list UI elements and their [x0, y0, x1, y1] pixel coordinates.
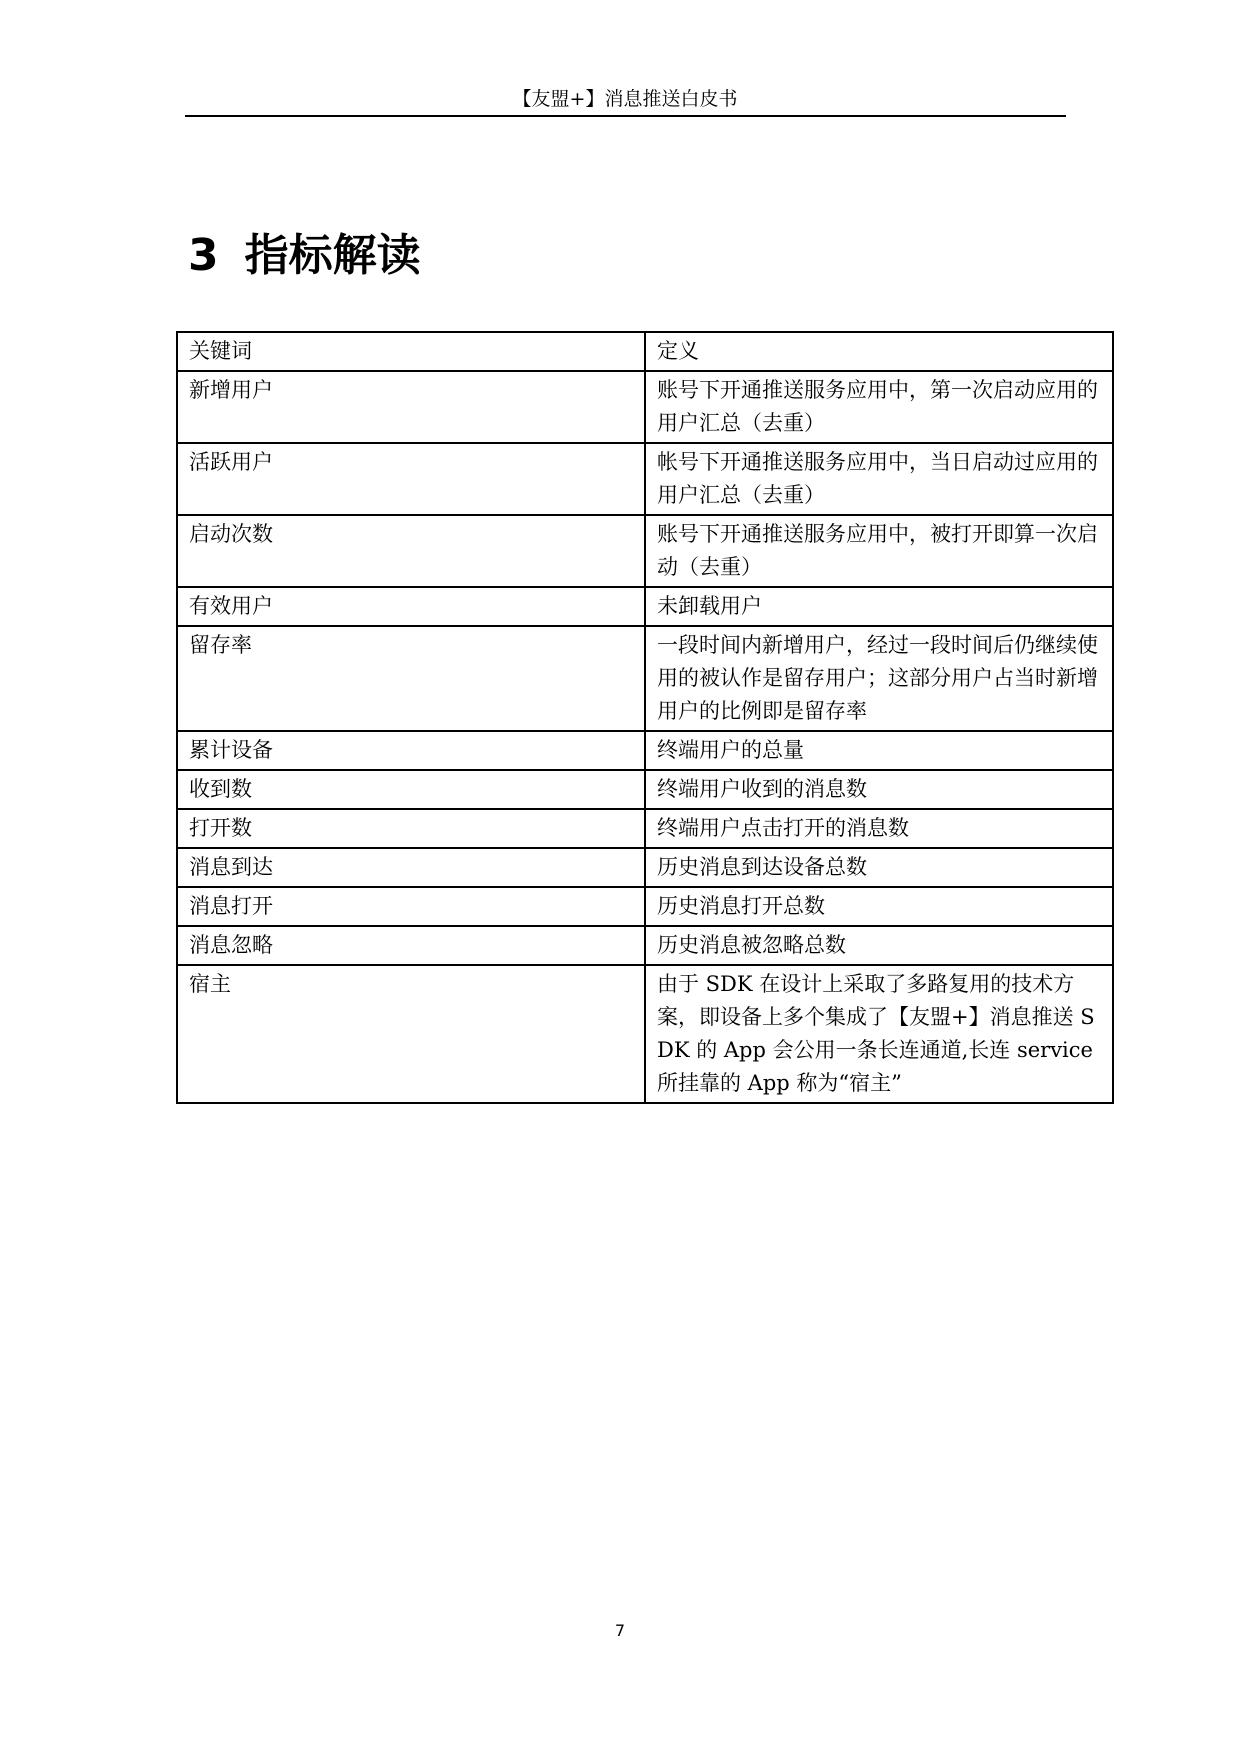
table-row — [177, 848, 1113, 887]
table-row — [177, 626, 1113, 731]
table-row — [177, 887, 1113, 926]
running-header: 【友盟+】消息推送白皮书 — [512, 88, 738, 110]
definition-cell: 由于 SDK 在设计上采取了多路复用的技术方案，即设备上多个集成了【友盟+】消息推送 SDK 的 App 会公用一条长连通道,长连 service 所挂靠的 App 称为“宿主” — [645, 965, 1113, 1103]
term-cell: 打开数 — [177, 809, 645, 848]
definition-cell: 终端用户的总量 — [645, 731, 1113, 770]
table-row — [177, 443, 1113, 515]
header-rule — [185, 115, 1066, 117]
term-cell: 收到数 — [177, 770, 645, 809]
table-row — [177, 515, 1113, 587]
term-cell: 宿主 — [177, 965, 645, 1103]
definition-cell: 终端用户收到的消息数 — [645, 770, 1113, 809]
term-cell: 消息打开 — [177, 887, 645, 926]
page-number: 7 — [614, 1621, 626, 1640]
definition-cell: 未卸载用户 — [645, 587, 1113, 626]
metrics-table — [176, 331, 1114, 1104]
term-cell: 活跃用户 — [177, 443, 645, 515]
definition-cell: 一段时间内新增用户，经过一段时间后仍继续使用的被认作是留存用户；这部分用户占当时新增用户的比例即是留存率 — [645, 626, 1113, 731]
table-row — [177, 587, 1113, 626]
table-row — [177, 965, 1113, 1103]
term-cell: 留存率 — [177, 626, 645, 731]
term-cell: 新增用户 — [177, 371, 645, 443]
definition-cell: 历史消息被忽略总数 — [645, 926, 1113, 965]
term-cell: 消息忽略 — [177, 926, 645, 965]
column-header-term: 关键词 — [177, 332, 645, 371]
definition-cell: 账号下开通推送服务应用中，被打开即算一次启动（去重） — [645, 515, 1113, 587]
term-cell: 启动次数 — [177, 515, 645, 587]
table-row — [177, 926, 1113, 965]
term-cell: 消息到达 — [177, 848, 645, 887]
section-heading — [188, 226, 421, 286]
section-title: 指标解读 — [244, 230, 421, 281]
table-row — [177, 809, 1113, 848]
table-row — [177, 731, 1113, 770]
term-cell: 有效用户 — [177, 587, 645, 626]
term-cell: 累计设备 — [177, 731, 645, 770]
definition-cell: 终端用户点击打开的消息数 — [645, 809, 1113, 848]
definition-cell: 帐号下开通推送服务应用中，当日启动过应用的用户汇总（去重） — [645, 443, 1113, 515]
definition-cell: 账号下开通推送服务应用中，第一次启动应用的用户汇总（去重） — [645, 371, 1113, 443]
section-number: 3 — [188, 230, 219, 281]
column-header-definition: 定义 — [645, 332, 1113, 371]
definition-cell: 历史消息到达设备总数 — [645, 848, 1113, 887]
table-header-row — [177, 332, 1113, 371]
table-row — [177, 770, 1113, 809]
table-row — [177, 371, 1113, 443]
definition-cell: 历史消息打开总数 — [645, 887, 1113, 926]
